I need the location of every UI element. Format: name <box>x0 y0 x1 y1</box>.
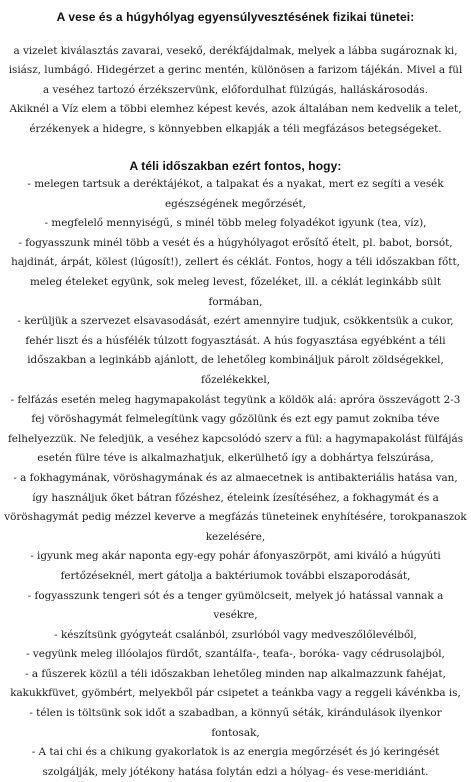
symptoms-text <box>4 42 467 139</box>
list-item: - készítsünk gyógyteát csalánból, zsurlóból vagy medveszőlőlevélből, <box>54 628 417 641</box>
list-item: - felfázás esetén meleg hagymapakolást tegyünk a köldök alá: apróra összevágott 2-3 fej vöröshagymát felmelegítünk vagy gőzölünk és ezt egy pamut zokniba téve felhelyezzük. Ne feledjük, a veséhez kapcsolódó szerv a fül: a hagymapakolást fülfájás esetén fülre téve is alkalmazhatjuk, elkerülhető így a dobhártya felszúrása, <box>7 393 464 465</box>
list-item: - A tai chi és a chikung gyakorlatok is az energia megőrzését és jó keringését szolgálják, mely jótékony hatása folytán edzi a hólyag- és vese-meridiánt. <box>31 746 440 778</box>
list-item: - kerüljük a szervezet elsavasodását, ezért amennyire tudjuk, csökkentsük a cukor, fehér liszt és a húsfélék túlzott fogyasztását. A hús fogyasztása egyébként a téli időszakban a leginkább ajánlott, de lehetőleg kombináljuk párolt zöldségekkel, főzelékekkel, <box>17 315 454 386</box>
list-item: - fogyasszunk minél több a vesét és a húgyhólyagot erősítő ételt, pl. babot, borsót, hajdinát, árpát, kölest (lúgosít!), zellert és céklát. Fontos, hogy a téli időszakban főtt, meleg ételeket együnk, sok meleg levest, főzeléket, ill. a céklát leginkább sült formában, <box>11 236 460 308</box>
section-title-winter-tips: A téli időszakban ezért fontos, hogy: <box>129 159 342 174</box>
water-element-paragraph: Akiknél a Víz elem a többi elemhez képest kevés, azok általában nem kedvelik a telet, érzékenyek a hidegre, s könnyebben elkapják a téli megfázásos betegségeket. <box>9 103 462 135</box>
section-title-symptoms: A vese és a húgyhólyag egyensúlyvesztésének fizikai tünetei: <box>56 10 415 24</box>
list-item: - vegyünk meleg illóolajos fürdőt, szantálfa-, teafa-, boróka- vagy cédrusolajból, <box>26 648 445 661</box>
list-item: - megfelelő mennyiségű, s minél több meleg folyadékot igyunk (tea, víz), <box>44 217 427 230</box>
list-item: - melegen tartsuk a deréktájékot, a talpakat és a nyakat, mert ez segíti a vesék egészségének megőrzését, <box>27 178 444 210</box>
winter-tips-list <box>4 175 467 782</box>
list-item: - igyunk meg akár naponta egy-egy pohár áfonyaszörpöt, ami kiváló a húgyúti fertőzéseknél, mert gátolja a baktériumok további elszaporodását, <box>30 550 441 582</box>
list-item: - a fokhagymának, vöröshagymának és az almaecetnek is antibakteriális hatása van, így használjuk őket bátran főzéshez, ételeink ízesítéséhez, a fokhagymát és a vöröshagymát pedig mézzel keverve a megfázás tüneteinek enyhítésére, torokpanaszok kezelésére, <box>4 471 467 543</box>
list-item: - télen is töltsünk sok időt a szabadban, a könnyű séták, kirándulások ilyenkor fontosak, <box>29 707 442 739</box>
symptoms-paragraph: a vizelet kiválasztás zavarai, vesekő, derékfájdalmak, melyek a lábba sugároznak ki, isiász, lumbágó. Hidegérzet a gerinc mentén, különösen a farizom tájékán. Mivel a fül a veséhez tartozó érzékszervünk, előfordulhat fülzúgás, halláskárosodás. <box>8 45 463 96</box>
list-item: - fogyasszunk tengeri sót és a tenger gyümölcseit, melyek jó hatással vannak a vesékre, <box>27 589 444 622</box>
list-item: - a fűszerek közül a téli időszakban lehetőleg minden nap alkalmazzunk fahéjat, kakukkfüvet, gyömbért, melyekből pár csipetet a teánkba vagy a reggeli kávénkba is, <box>10 667 461 700</box>
